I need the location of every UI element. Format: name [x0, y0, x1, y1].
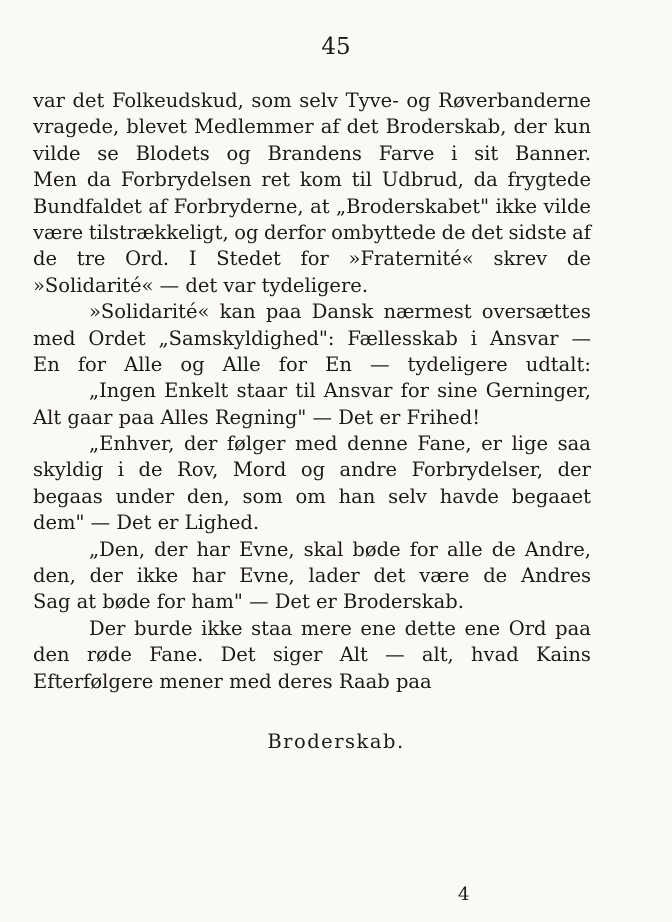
text-line-18 [33, 537, 591, 563]
signature-mark: 4 [458, 884, 470, 905]
text-line-22 [33, 642, 591, 668]
word: var [33, 89, 65, 112]
word: Ansvar [489, 326, 559, 350]
word: Kains [535, 643, 591, 667]
word: og [300, 458, 326, 482]
word: Broderskab, [385, 115, 507, 139]
word: Stedet [216, 247, 281, 271]
word: de [441, 220, 466, 244]
word: skrev [493, 247, 548, 271]
word: ombyttede [331, 220, 437, 244]
word: Banner. [515, 141, 591, 165]
text-line-13: Alt gaar paa Alles Regning" — Det er Frihed! [33, 405, 481, 429]
word: begaaet [511, 484, 591, 508]
word: »Fraternité« [348, 247, 474, 271]
word: staar [236, 379, 288, 403]
word: Forbrydelsen [120, 168, 252, 192]
word: „Enhver, [89, 432, 175, 456]
word: Gerninger, [485, 379, 591, 403]
word: røde [86, 643, 132, 667]
word: og [406, 89, 431, 112]
word: Bundfaldet [33, 194, 142, 218]
word: der [154, 537, 188, 561]
text-line-12 [33, 378, 591, 404]
word: og [180, 352, 205, 376]
word: kan [219, 300, 256, 324]
word: han [338, 484, 376, 508]
word: det [471, 220, 503, 244]
text-line-2 [33, 114, 591, 140]
text-line-8: »Solidarité« — det var tydeligere. [33, 273, 369, 297]
word: Fane, [417, 432, 472, 456]
word: bøde [352, 537, 401, 561]
word: Alle [124, 352, 163, 376]
text-line-4 [33, 167, 591, 193]
word: paa [555, 616, 591, 640]
word: begaas [33, 484, 103, 508]
word: — [369, 352, 390, 376]
word: tre [76, 247, 106, 271]
word: Fane. [149, 643, 204, 667]
text-line-14 [33, 431, 591, 457]
word: Forbrydelser, [411, 458, 544, 482]
word: er [481, 432, 502, 456]
word: sit [474, 141, 499, 165]
word: „Broderskabet" [336, 194, 490, 218]
word: for [409, 537, 438, 561]
word: Dansk [311, 300, 374, 324]
text-line-21 [33, 616, 591, 642]
word: Andres [521, 564, 591, 588]
word: være [33, 220, 84, 244]
text-line-16 [33, 484, 591, 510]
word: som [242, 484, 283, 508]
word: da [86, 168, 111, 192]
word: vilde [33, 141, 81, 165]
word: de [566, 247, 591, 271]
word: Forbryderne, [173, 194, 304, 218]
word: det [373, 564, 406, 588]
word: Ord [508, 616, 547, 640]
text-line-1 [33, 88, 591, 114]
word: da [473, 168, 498, 192]
text-line-23: Efterfølgere mener med deres Raab paa [33, 669, 432, 693]
word: i [451, 141, 458, 165]
word: Udbrud, [381, 168, 464, 192]
word: Tyve- [345, 89, 399, 112]
word: har [196, 537, 231, 561]
word: tilstrækkeligt, [88, 220, 229, 244]
word: Enkelt [164, 379, 229, 403]
text-line-3 [33, 141, 591, 167]
word: være [419, 564, 470, 588]
word: Alt [339, 643, 368, 667]
word: mere [300, 616, 352, 640]
word: for [300, 247, 329, 271]
word: de [138, 458, 163, 482]
word: som [251, 89, 292, 112]
word: der [183, 432, 218, 456]
closing-word: Broderskab. [267, 730, 405, 753]
word: frygtede [507, 168, 591, 192]
word: »Solidarité« [89, 300, 210, 324]
word: med [295, 432, 338, 456]
word: ikke [136, 564, 179, 588]
word: Blodets [135, 141, 210, 165]
word: Men [33, 168, 78, 192]
word: ikke [495, 194, 537, 218]
text-line-20: Sag at bøde for ham" — Det er Broderskab. [33, 590, 464, 614]
word: selv [299, 89, 339, 112]
word: og [234, 220, 259, 244]
word: En [33, 352, 60, 376]
word: I [188, 247, 197, 271]
word: Ordet [88, 326, 146, 350]
word: hvad [471, 643, 519, 667]
word: Mord [232, 458, 287, 482]
word: paa [265, 300, 302, 324]
word: En [325, 352, 352, 376]
word: Andre, [524, 537, 591, 561]
word: Farve [378, 141, 435, 165]
word: ret [261, 168, 291, 192]
word: Ansvar [323, 379, 393, 403]
text-line-17: dem" — Det er Lighed. [33, 511, 260, 535]
text-line-9 [33, 299, 591, 325]
word: kom [299, 168, 342, 192]
word: Medlemmer [194, 115, 314, 139]
word: dette [404, 616, 456, 640]
word: for [278, 352, 308, 376]
word: under [115, 484, 175, 508]
word: med [33, 326, 76, 350]
word: Der [89, 616, 126, 640]
word: Evne, [239, 537, 295, 561]
word: staa [251, 616, 293, 640]
word: sidste [508, 220, 567, 244]
text-line-19 [33, 563, 591, 589]
word: at [310, 194, 330, 218]
word: sine [437, 379, 478, 403]
word: lader [308, 564, 360, 588]
word: der [513, 115, 547, 139]
word: Ord. [125, 247, 170, 271]
word: den, [33, 564, 76, 588]
word: burde [134, 616, 193, 640]
word: af [320, 115, 340, 139]
text-line-7 [33, 246, 591, 272]
word: følger [226, 432, 286, 456]
word: derfor [263, 220, 326, 244]
word: siger [272, 643, 323, 667]
word: af [148, 194, 168, 218]
word: den [33, 643, 70, 667]
word: Rov, [177, 458, 219, 482]
word: udtalt: [525, 352, 591, 376]
word: til [351, 168, 373, 192]
word: de [491, 537, 516, 561]
word: i [117, 458, 125, 482]
word: tydeligere [407, 352, 508, 376]
word: det [346, 115, 379, 139]
word: nærmest [383, 300, 472, 324]
word: de [483, 564, 508, 588]
word: Fællesskab [347, 326, 458, 350]
word: har [191, 564, 226, 588]
word: der [557, 458, 591, 482]
word: alle [447, 537, 483, 561]
word: blevet [126, 115, 187, 139]
word: andre [339, 458, 398, 482]
word: saa [557, 432, 591, 456]
word: ikke [201, 616, 243, 640]
page-number: 45 [321, 34, 351, 60]
word: de [33, 247, 58, 271]
word: ene [464, 616, 501, 640]
word: — [385, 643, 405, 667]
word: selv [388, 484, 427, 508]
word: skal [303, 537, 344, 561]
word: havde [439, 484, 499, 508]
word: Evne, [239, 564, 295, 588]
text-line-11 [33, 352, 591, 378]
word: „Den, [89, 537, 146, 561]
word: den, [186, 484, 230, 508]
body-text [33, 88, 591, 695]
word: vragede, [33, 115, 120, 139]
word: af [572, 220, 591, 244]
text-line-6 [33, 220, 591, 246]
word: til [295, 379, 316, 403]
text-line-15 [33, 457, 591, 483]
word: for [77, 352, 107, 376]
word: for [400, 379, 429, 403]
word: denne [347, 432, 408, 456]
word: skyldig [33, 458, 104, 482]
word: Folkeudskud, [111, 89, 244, 112]
word: Røverbanderne [438, 89, 591, 112]
word: alt, [421, 643, 454, 667]
word: kun [553, 115, 591, 139]
word: og [226, 141, 251, 165]
word: „Samskyldighed": [158, 326, 335, 350]
word: „Ingen [89, 379, 156, 403]
text-line-10 [33, 326, 591, 352]
word: det [72, 89, 105, 112]
word: Alle [222, 352, 261, 376]
word: — [571, 326, 591, 350]
word: Brandens [267, 141, 362, 165]
word: om [295, 484, 326, 508]
text-line-5 [33, 194, 591, 220]
word: ene [360, 616, 397, 640]
word: i [470, 326, 478, 350]
word: der [89, 564, 123, 588]
word: Det [220, 643, 256, 667]
word: se [97, 141, 119, 165]
word: lige [511, 432, 549, 456]
word: vilde [543, 194, 591, 218]
word: oversættes [481, 300, 591, 324]
